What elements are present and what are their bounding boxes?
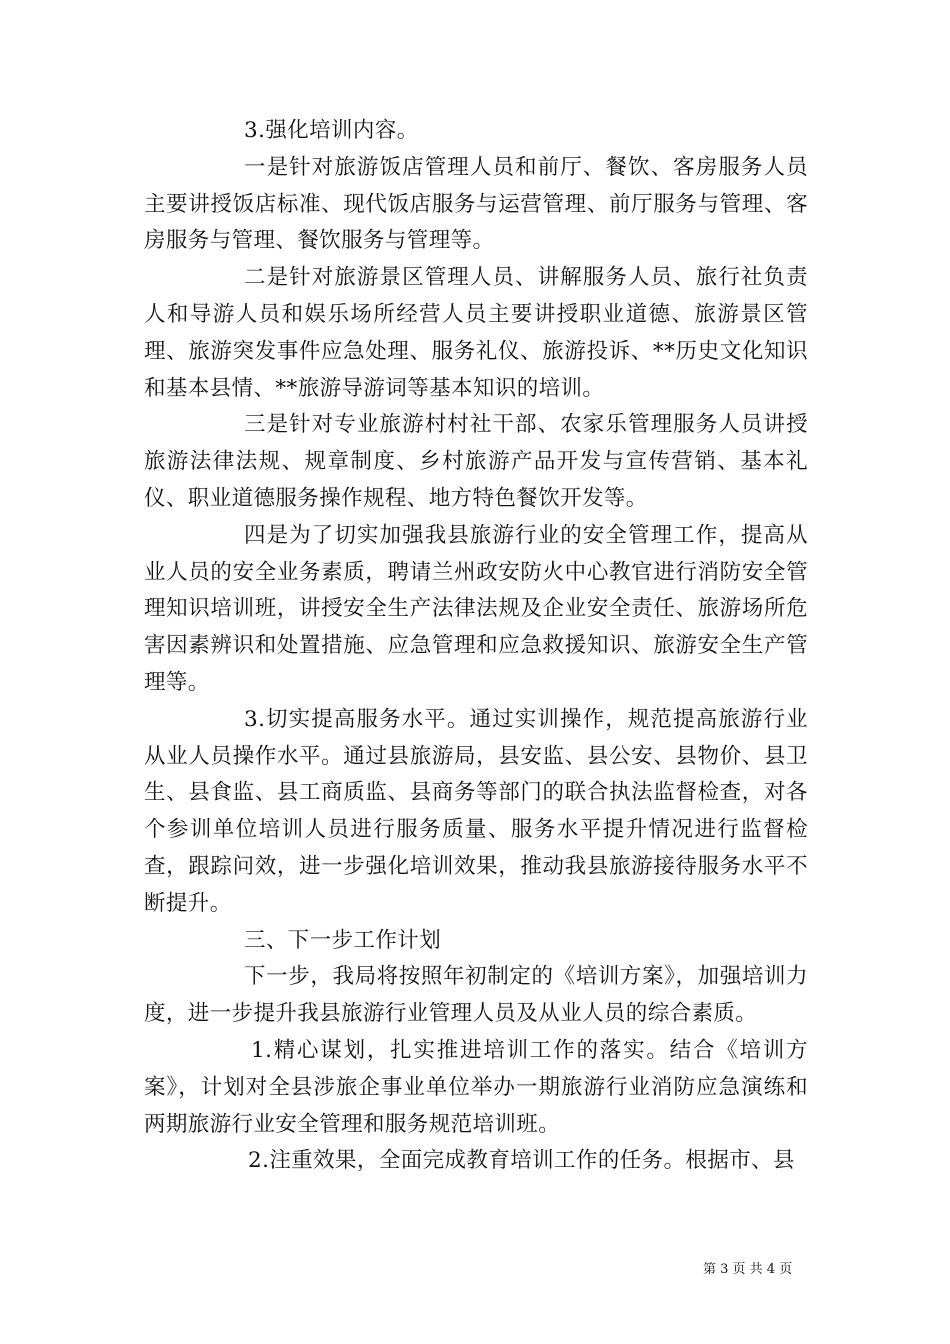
paragraph-hotel-staff-training: 一是针对旅游饭店管理人员和前厅、餐饮、客房服务人员主要讲授饭店标准、现代饭店服务与运营管理、前厅服务与管理、客房服务与管理、餐饮服务与管理等。 <box>144 154 808 254</box>
paragraph-plan-item-2: 2.注重效果，全面完成教育培训工作的任务。根据市、县 <box>248 1148 795 1174</box>
document-body <box>144 113 808 1180</box>
paragraph-plan-item-1: 1.精心谋划，扎实推进培训工作的落实。结合《培训方案》，计划对全县涉旅企事业单位举办一期旅游行业消防应急演练和两期旅游行业安全管理和服务规范培训班。 <box>144 1037 808 1137</box>
paragraph-safety-management-training: 四是为了切实加强我县旅游行业的安全管理工作，提高从业人员的安全业务素质，聘请兰州政安防火中心教官进行消防安全管理知识培训班，讲授安全生产法律法规及企业安全责任、旅游场所危害因素辨识和处置措施、应急管理和应急救援知识、旅游安全生产管理等。 <box>144 522 808 695</box>
paragraph-rural-tourism-training: 三是针对专业旅游村村社干部、农家乐管理服务人员讲授旅游法律法规、规章制度、乡村旅游产品开发与宣传营销、基本礼仪、职业道德服务操作规程、地方特色餐饮开发等。 <box>144 412 808 511</box>
section-heading-next-steps: 三、下一步工作计划 <box>244 927 442 953</box>
paragraph-strengthen-training-content: 3.强化培训内容。 <box>244 118 419 143</box>
paragraph-next-steps-intro: 下一步，我局将按照年初制定的《培训方案》，加强培训力度，进一步提升我县旅游行业管理人员及从业人员的综合素质。 <box>144 964 808 1027</box>
paragraph-improve-service-level: 3.切实提高服务水平。通过实训操作，规范提高旅游行业从业人员操作水平。通过县旅游局，县安监、县公安、县物价、县卫生、县食监、县工商质监、县商务等部门的联合执法监督检查，对各个参训单位培训人员进行服务质量、服务水平提升情况进行监督检查，跟踪问效，进一步强化培训效果，推动我县旅游接待服务水平不断提升。 <box>144 706 808 916</box>
page-number: 第 3 页 共 4 页 <box>703 1262 793 1277</box>
paragraph-scenic-area-staff-training: 二是针对旅游景区管理人员、讲解服务人员、旅行社负责人和导游人员和娱乐场所经营人员主要讲授职业道德、旅游景区管理、旅游突发事件应急处理、服务礼仪、旅游投诉、**历史文化知识和基本县情、**旅游导游词等基本知识的培训。 <box>144 265 808 401</box>
